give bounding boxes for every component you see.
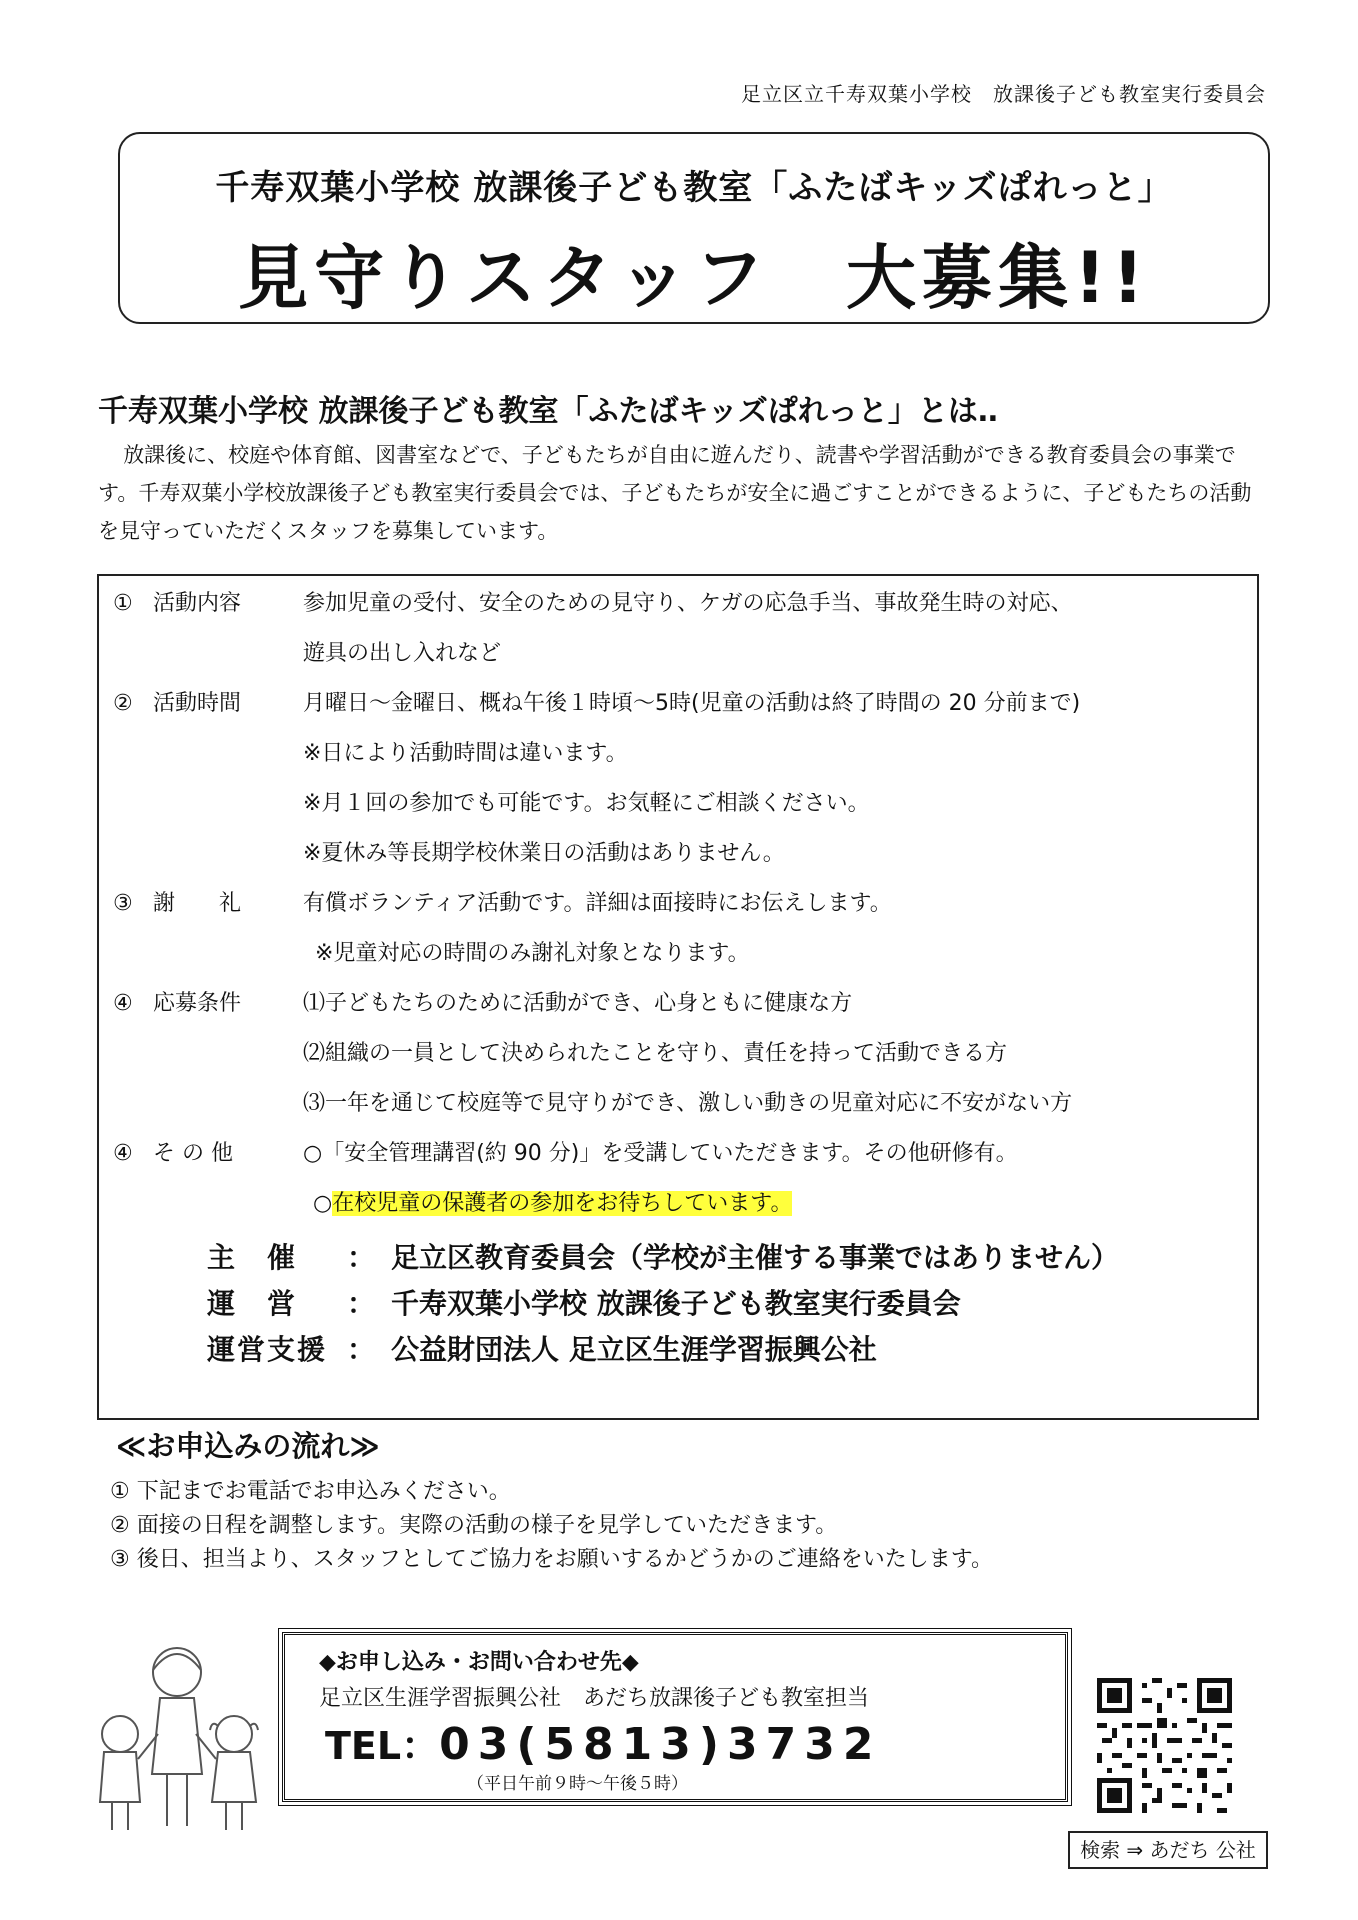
organizer-line: 足立区立千寿双葉小学校 放課後子ども教室実行委員会: [741, 82, 1266, 106]
host-colon: ：: [347, 1241, 376, 1274]
support-row: [207, 1328, 877, 1368]
title-box: [118, 132, 1270, 324]
hours-note2: ※月１回の参加でも可能です。お気軽にご相談ください。: [303, 791, 870, 816]
hours-label: 活動時間: [153, 691, 242, 716]
about-body: 放課後に、校庭や体育館、図書室などで、子どもたちが自由に遊んだり、読書や学習活動ができる教育委員会の事業です。千寿双葉小学校放課後子ども教室実行委員会では、子どもたちが安全に過ごすことができるように、子どもたちの活動を見守っていただくスタッフを募集しています。: [98, 443, 1252, 543]
flow-step-1: ① 下記までお電話でお申込みください。: [110, 1479, 511, 1504]
children-illustration: [82, 1634, 272, 1834]
contact-heading: ◆お申し込み・お問い合わせ先◆: [319, 1650, 639, 1675]
reward-line1: 有償ボランティア活動です。詳細は面接時にお伝えします。: [303, 891, 892, 916]
hours-num: ②: [113, 691, 133, 716]
reward-num: ③: [113, 891, 133, 916]
conditions-item1: ⑴子どもたちのために活動ができ、心身ともに健康な方: [303, 991, 853, 1016]
activity-num: ①: [113, 591, 133, 616]
conditions-item2: ⑵組織の一員として決められたことを守り、責任を持って活動できる方: [303, 1041, 1008, 1066]
activity-label: 活動内容: [153, 591, 242, 616]
other-item1: ○「安全管理講習(約 90 分)」を受講していただきます。その他研修有。: [303, 1141, 1018, 1166]
other-num: ④: [113, 1141, 133, 1166]
flow-heading: ≪お申込みの流れ≫: [116, 1429, 380, 1463]
title-subtitle: 千寿双葉小学校 放課後子ども教室「ふたばキッズぱれっと」: [215, 168, 1173, 208]
reward-row: [113, 886, 892, 917]
other-item2-mark: ○: [313, 1191, 333, 1216]
host-row: [207, 1236, 1119, 1276]
contact-tel: [325, 1715, 881, 1770]
flow-step-2: ② 面接の日程を調整します。実際の活動の様子を見学していただきます。: [110, 1513, 838, 1538]
operation-colon: ：: [347, 1287, 376, 1320]
details-box: [97, 574, 1259, 1420]
conditions-label: 応募条件: [153, 991, 242, 1016]
support-colon: ：: [347, 1333, 376, 1366]
contact-box: [282, 1632, 1068, 1802]
hours-row: [113, 686, 1080, 717]
reward-note1: ※児童対応の時間のみ謝礼対象となります。: [315, 941, 750, 966]
activity-line2: 遊具の出し入れなど: [303, 641, 502, 666]
flow-step-3: ③ 後日、担当より、スタッフとしてご協力をお願いするかどうかのご連絡をいたします。: [110, 1547, 993, 1572]
activity-row: [113, 586, 1073, 617]
host-value: 足立区教育委員会（学校が主催する事業ではありません）: [391, 1241, 1120, 1274]
contact-org: 足立区生涯学習振興公社 あだち放課後子ども教室担当: [319, 1686, 870, 1711]
about-heading: 千寿双葉小学校 放課後子ども教室「ふたばキッズぱれっと」とは‥: [98, 394, 998, 429]
operation-label: 運 営: [207, 1287, 298, 1320]
operation-value: 千寿双葉小学校 放課後子ども教室実行委員会: [391, 1287, 961, 1320]
hours-note1: ※日により活動時間は違います。: [303, 741, 628, 766]
search-hint: 検索 ⇒ あだち 公社: [1068, 1831, 1268, 1869]
other-item2-line: [313, 1186, 792, 1217]
conditions-item3: ⑶一年を通じて校庭等で見守りができ、激しい動きの児童対応に不安がない方: [303, 1091, 1073, 1116]
conditions-row: [113, 986, 852, 1017]
support-value: 公益財団法人 足立区生涯学習振興公社: [391, 1333, 877, 1366]
other-item2-highlight: 在校児童の保護者の参加をお待ちしています。: [332, 1191, 793, 1216]
support-label: 運営支援: [207, 1333, 328, 1366]
other-row: [113, 1136, 1018, 1167]
host-label: 主 催: [207, 1241, 298, 1274]
operation-row: [207, 1282, 961, 1322]
tel-label: TEL：: [325, 1724, 440, 1768]
contact-hours: （平日午前９時～午後５時）: [467, 1774, 688, 1794]
qr-code-icon: [1097, 1678, 1232, 1813]
title-main: 見守りスタッフ 大募集!!: [238, 237, 1150, 319]
hours-note3: ※夏休み等長期学校休業日の活動はありません。: [303, 841, 785, 866]
hours-line1: 月曜日～金曜日、概ね午後１時頃～5時(児童の活動は終了時間の 20 分前まで): [303, 691, 1081, 716]
other-label: そ の 他: [153, 1141, 233, 1166]
activity-line1: 参加児童の受付、安全のための見守り、ケガの応急手当、事故発生時の対応、: [303, 591, 1073, 616]
tel-number: 03(5813)3732: [439, 1719, 882, 1770]
reward-label: 謝 礼: [153, 891, 242, 916]
conditions-num: ④: [113, 991, 133, 1016]
